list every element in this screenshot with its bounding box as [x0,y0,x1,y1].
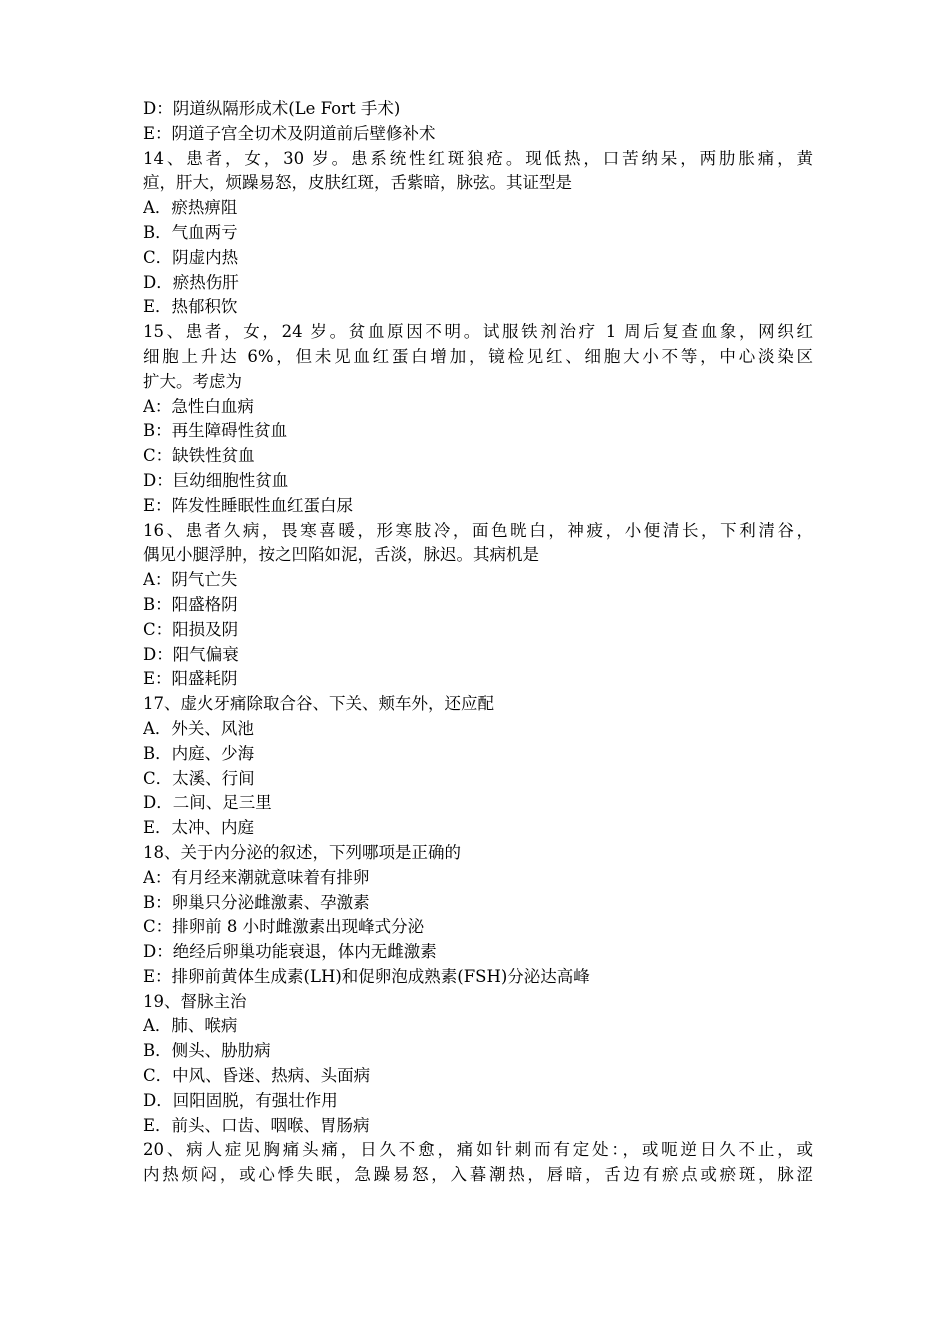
text-line: A：阴气亡失 [143,570,238,590]
text-line: B：再生障碍性贫血 [143,421,288,441]
text-line: A：有月经来潮就意味着有排卵 [143,867,370,887]
text-line: 细胞上升达 6%，但未见血红蛋白增加，镜检见红、细胞大小不等，中心淡染区 [143,346,813,366]
document-page [143,97,813,1188]
text-line: D．二间、足三里 [143,793,272,813]
text-line: B：卵巢只分泌雌激素、孕激素 [143,892,370,912]
text-line: C．中风、昏迷、热病、头面病 [143,1066,371,1086]
text-line: C：排卵前 8 小时雌激素出现峰式分泌 [143,917,425,937]
text-line: E：阵发性睡眠性血红蛋白尿 [143,495,354,515]
text-line: E．热郁积饮 [143,297,238,317]
text-line: 疸，肝大，烦躁易怒，皮肤红斑，舌紫暗，脉弦。其证型是 [143,173,572,193]
text-line: 内热烦闷，或心悸失眠，急躁易怒，入暮潮热，唇暗，舌边有瘀点或瘀斑，脉涩 [143,1165,813,1185]
text-line: 扩大。考虑为 [143,371,242,391]
text-line: 16、患者久病，畏寒喜暖，形寒肢冷，面色晄白，神疲，小便清长，下利清谷， [143,520,813,540]
text-line: E．前头、口齿、咽喉、胃肠病 [143,1115,370,1135]
text-line: B：阳盛格阴 [143,594,238,614]
text-line: 15、患者，女，24 岁。贫血原因不明。试服铁剂治疗 1 周后复查血象，网织红 [143,322,813,342]
text-line: D．回阳固脱，有强壮作用 [143,1090,338,1110]
text-line: B．内庭、少海 [143,743,255,763]
text-line: B．侧头、胁肋病 [143,1041,271,1061]
text-line: D：绝经后卵巢功能衰退，体内无雌激素 [143,942,437,962]
text-line: A：急性白血病 [143,396,254,416]
text-line: E．太冲、内庭 [143,818,255,838]
text-line: B．气血两亏 [143,222,238,242]
text-line: C．阴虚内热 [143,247,239,267]
text-line: A．瘀热痹阻 [143,198,238,218]
text-line: E：阴道子宫全切术及阴道前后壁修补术 [143,123,436,143]
text-line: D．瘀热伤肝 [143,272,239,292]
text-line: 偶见小腿浮肿，按之凹陷如泥，舌淡，脉迟。其病机是 [143,545,539,565]
text-line: 20、病人症见胸痛头痛，日久不愈，痛如针刺而有定处：，或呃逆日久不止，或 [143,1140,813,1160]
text-line: E：阳盛耗阴 [143,669,238,689]
text-line: C：缺铁性贫血 [143,446,255,466]
text-line: C．太溪、行间 [143,768,255,788]
text-line: E：排卵前黄体生成素(LH)和促卵泡成熟素(FSH)分泌达高峰 [143,966,590,986]
text-line: 14、患者，女，30 岁。患系统性红斑狼疮。现低热，口苦纳呆，两肋胀痛，黄 [143,148,813,168]
text-line: A．肺、喉病 [143,1016,238,1036]
text-line: D：巨幼细胞性贫血 [143,470,289,490]
text-line: 17、虚火牙痛除取合谷、下关、颊车外，还应配 [143,694,494,714]
text-line: D：阳气偏衰 [143,644,239,664]
text-line: 19、督脉主治 [143,991,247,1011]
text-line: D：阴道纵隔形成术(Le Fort 手术) [143,99,401,118]
text-line: A．外关、风池 [143,718,254,738]
text-line: 18、关于内分泌的叙述，下列哪项是正确的 [143,842,461,862]
text-line: C：阳损及阴 [143,619,239,639]
